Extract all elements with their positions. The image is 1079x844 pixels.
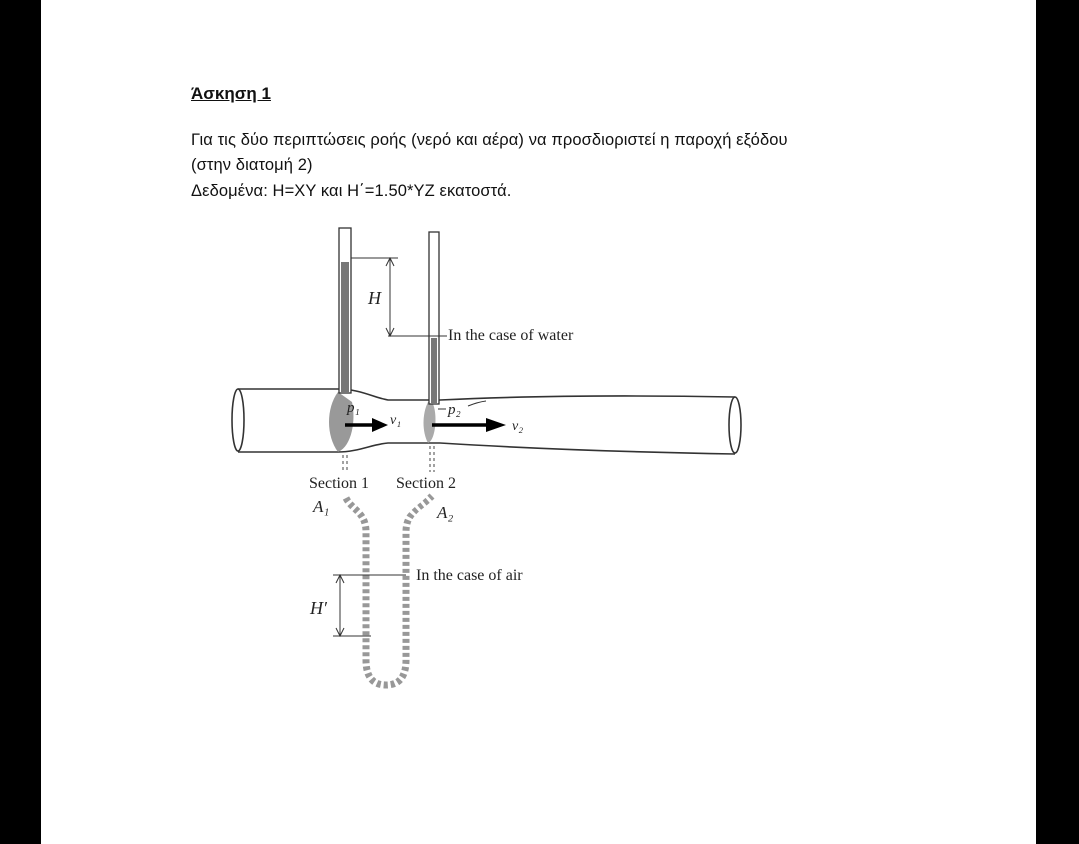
pipe-left-end	[232, 389, 244, 451]
label-p1: p₁	[347, 400, 360, 416]
problem-text-line-2: (στην διατομή 2)	[191, 156, 313, 174]
label-air-case: In the case of air	[416, 567, 523, 584]
arrow-v2-head	[486, 418, 506, 432]
label-h-prime: H′	[310, 598, 327, 618]
given-data-line: Δεδομένα: H=XY και H΄=1.50*YZ εκατοστά.	[191, 182, 512, 200]
label-a2: A₂	[437, 503, 454, 522]
venturi-diagram	[41, 0, 1036, 844]
pipe-right-end	[729, 397, 741, 453]
p2-leader-curve	[468, 401, 486, 406]
label-v2: v₂	[512, 419, 524, 434]
label-water-case: In the case of water	[448, 327, 574, 344]
arrow-v1-head	[372, 418, 388, 432]
section2-shading	[424, 402, 436, 443]
problem-text-line-1: Για τις δύο περιπτώσεις ροής (νερό και αέρα) να προσδιοριστεί η παροχή εξόδου	[191, 131, 788, 149]
label-section-1: Section 1	[309, 475, 369, 492]
tube2-water-column	[431, 338, 437, 404]
label-a1: A₁	[313, 497, 330, 516]
u-tube-manometer	[346, 496, 432, 685]
label-p2: p₂	[448, 402, 461, 418]
label-section-2: Section 2	[396, 475, 456, 492]
tube1-water-column	[341, 262, 349, 393]
document-page	[41, 0, 1036, 844]
label-v1: v₁	[390, 413, 402, 428]
label-h: H	[368, 288, 381, 308]
exercise-title: Άσκηση 1	[191, 84, 271, 103]
